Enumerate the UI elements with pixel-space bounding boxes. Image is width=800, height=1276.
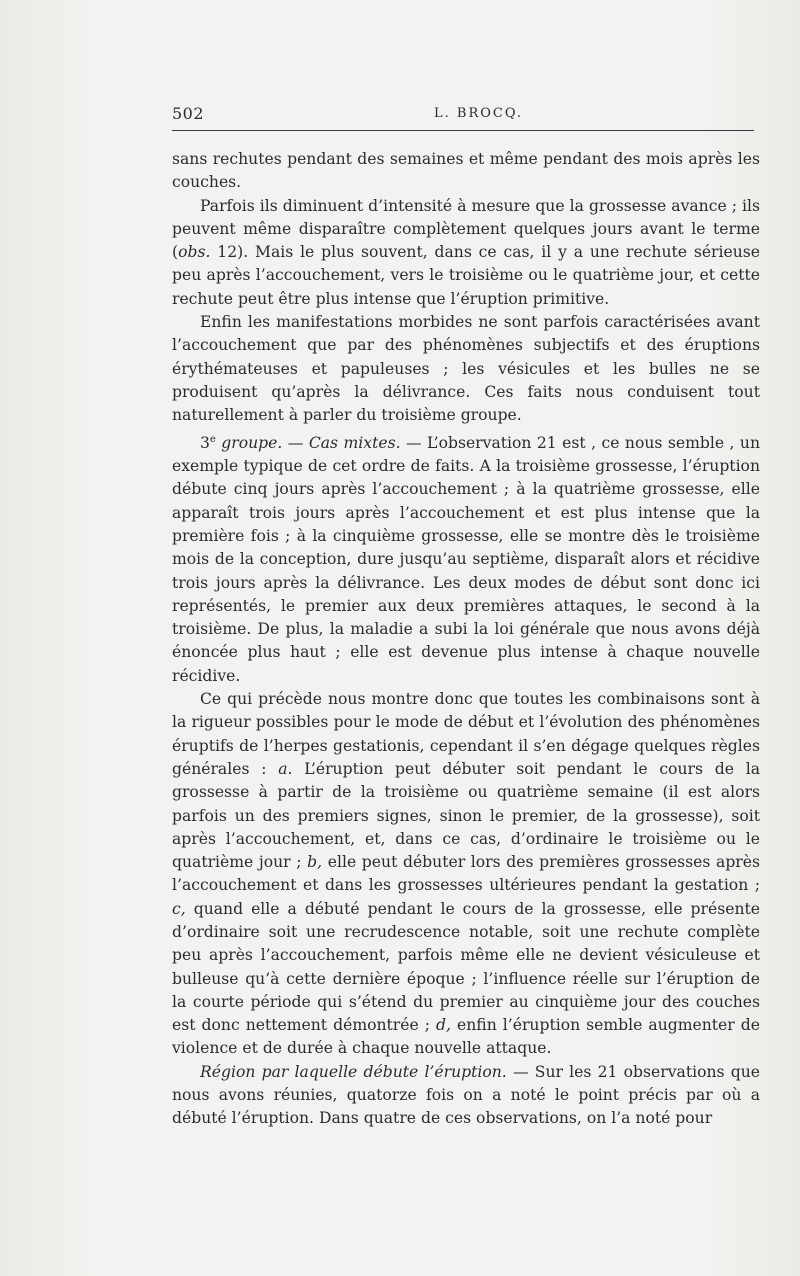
page-number: 502 bbox=[172, 104, 205, 123]
text-segment: Parfois ils diminuent d’intensité à mesure que la grossesse avance ; ils peuvent même disparaître complètement quelques jours avant le terme ( bbox=[172, 196, 760, 262]
italic-text: b, bbox=[307, 853, 323, 872]
paragraph bbox=[172, 148, 760, 195]
page-header bbox=[172, 104, 754, 128]
text-segment: elle peut débuter lors des premières grossesses après l’accouchement et dans les grossesses ultérieures pendant la gestation ; bbox=[172, 853, 760, 895]
paragraph bbox=[172, 1061, 760, 1131]
text-segment: Enfin les manifestations morbides ne sont parfois caractérisées avant l’accouchement que par des phénomènes subjectifs et des éruptions érythémateuses et papuleuses ; les vésicules et les bulles ne se produisent qu’après la délivrance. Ces faits nous conduisent tout naturellement à parler du troisième groupe. bbox=[172, 313, 760, 425]
paragraph bbox=[172, 688, 760, 1061]
text-segment: 3 bbox=[200, 433, 210, 452]
paragraph bbox=[172, 428, 760, 688]
italic-text: a. bbox=[278, 759, 293, 778]
body-text bbox=[172, 148, 760, 1131]
text-segment: — Sur les 21 observations que nous avons réunies, quatorze fois on a noté le point précis par où a débuté l’éruption. Dans quatre de ces observations, on l’a noté pour bbox=[172, 1062, 760, 1128]
italic-text: d, bbox=[436, 1016, 451, 1035]
italic-text: obs. bbox=[178, 243, 211, 262]
text-segment: Ce qui précède nous montre donc que toutes les combinaisons sont à la rigueur possibles pour le mode de début et l’évolution des phénomènes éruptifs de l’herpes gestationis, cependant il s’en dégage quelques règles générales : bbox=[172, 690, 760, 778]
paragraph bbox=[172, 195, 760, 311]
superscript-text: e bbox=[209, 433, 216, 445]
text-segment: L’éruption peut débuter soit pendant le cours de la grossesse à partir de la troisième ou quatrième semaine (il est alors parfois un des premiers signes, sinon le premier, de la grossesse), soit après l’accouchement, et, dans ce cas, d’ordinaire le troisième ou le quatrième jour ; bbox=[172, 759, 760, 872]
italic-text: c, bbox=[172, 899, 186, 918]
running-head: L. BROCQ. bbox=[434, 106, 523, 121]
header-rule bbox=[172, 130, 754, 131]
italic-text: Région par laquelle débute l’éruption. bbox=[200, 1062, 507, 1081]
italic-text: Cas mixtes. bbox=[308, 433, 401, 452]
text-segment: quand elle a débuté pendant le cours de la grossesse, elle présente d’ordinaire soit une recrudescence notable, soit une rechute complète peu après l’accouchement, parfois même elle ne devient vésiculeuse et bulleuse qu’à cette dernière époque ; l’influence réelle sur l’éruption de la courte période qui s’étend du premier au cinquième jour des couches est donc nettement démontrée ; bbox=[172, 899, 760, 1035]
text-segment: — L’observation 21 est , ce nous semble , un exemple typique de cet ordre de faits. A la troisième grossesse, l’éruption débute cinq jours après l’accouchement ; à la quatrième grossesse, elle apparaît trois jours après l’accouchement et est plus intense que la première fois ; à la cinquième grossesse, elle se montre dès le troisième mois de la conception, dure jusqu’au septième, disparaît alors et récidive trois jours après la délivrance. Les deux modes de début sont donc ici représentés, le premier aux deux premières attaques, le second à la troisième. De plus, la maladie a subi la loi générale que nous avons déjà énoncée plus haut ; elle est devenue plus intense à chaque nouvelle récidive. bbox=[172, 433, 760, 685]
text-segment: — bbox=[282, 433, 309, 452]
paragraph bbox=[172, 311, 760, 427]
italic-text: groupe. bbox=[221, 433, 283, 452]
text-segment: enfin l’éruption semble augmenter de violence et de durée à chaque nouvelle attaque. bbox=[172, 1016, 760, 1058]
text-segment: sans rechutes pendant des semaines et même pendant des mois après les couches. bbox=[172, 150, 760, 192]
text-segment: 12). Mais le plus souvent, dans ce cas, il y a une rechute sérieuse peu après l’accouchement, vers le troisième ou le quatrième jour, et cette rechute peut être plus intense que l’éruption primitive. bbox=[172, 243, 760, 308]
